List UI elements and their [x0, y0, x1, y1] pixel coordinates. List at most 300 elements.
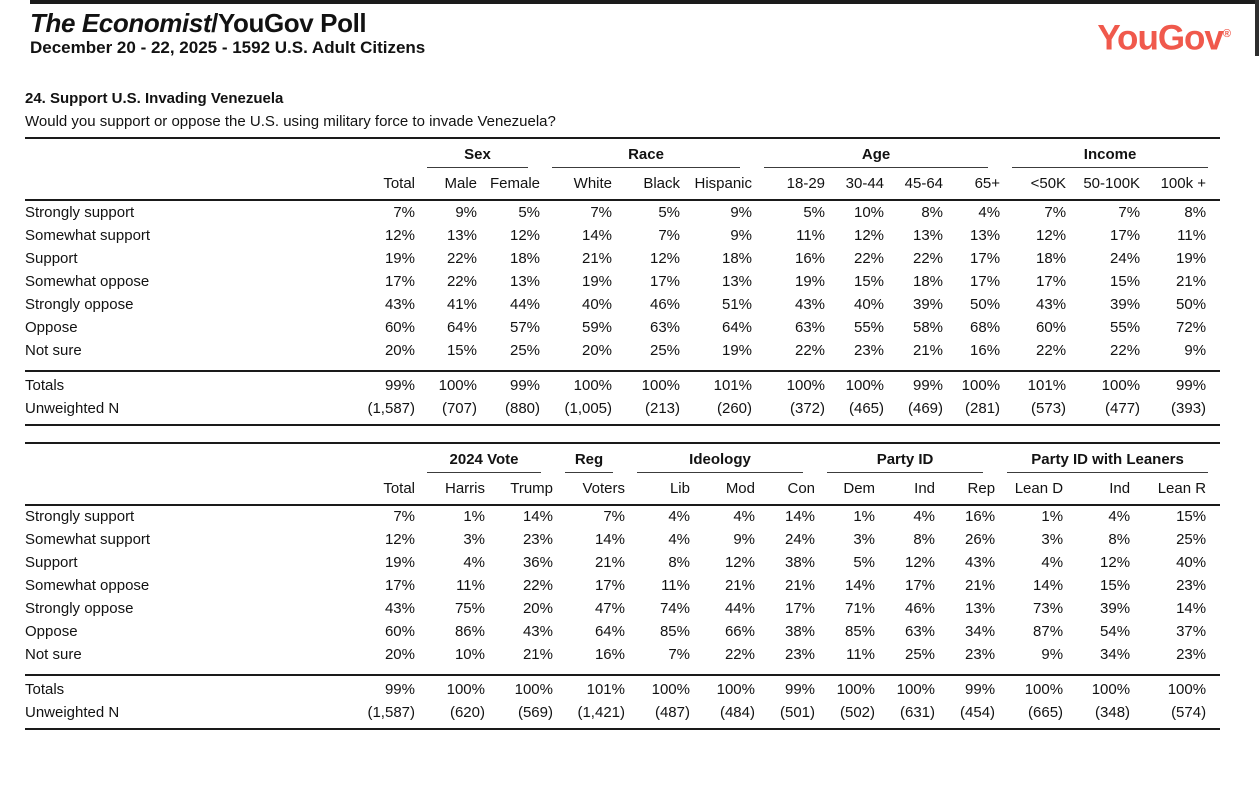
value-cell: 10% [853, 203, 885, 221]
value-cell: 1% [853, 508, 876, 525]
value-cell: 11% [796, 226, 826, 244]
value-cell: 72% [1176, 318, 1207, 336]
group-header [995, 443, 1220, 473]
value-cell: 13% [912, 226, 944, 244]
column-header: Black [612, 168, 680, 200]
table-row [25, 675, 1220, 702]
column-header: Lib [625, 473, 690, 505]
value-cell: 17% [594, 577, 625, 594]
value-cell: 66% [724, 623, 755, 640]
column-header: Harris [415, 473, 485, 505]
value-cell: 20% [522, 600, 553, 617]
value-cell: 99% [310, 675, 415, 702]
value-cell: 100% [612, 371, 680, 398]
row-label: Oppose [25, 318, 78, 336]
value-cell: 12% [905, 554, 936, 571]
value-cell: 20% [581, 341, 613, 359]
row-label: Unweighted N [25, 399, 120, 417]
value-cell: 8% [668, 554, 690, 571]
value-cell: 100% [415, 371, 477, 398]
value-cell: 57% [509, 318, 541, 336]
column-header: White [540, 168, 612, 200]
value-cell: 23% [785, 646, 816, 663]
value-cell: 14% [1033, 577, 1064, 594]
value-cell: 12% [384, 226, 415, 244]
value-cell: 41% [446, 295, 477, 313]
value-cell: 40% [581, 295, 613, 313]
value-cell: 14% [581, 226, 613, 244]
value-cell: 14% [785, 508, 816, 525]
value-cell: (348) [1095, 704, 1131, 721]
column-header: Ind [875, 473, 935, 505]
value-cell: 21% [594, 554, 625, 571]
value-cell: 100% [690, 675, 755, 702]
poll-table [25, 442, 1220, 731]
value-cell: 15% [853, 272, 885, 290]
question-block [25, 89, 1259, 131]
column-header: Mod [690, 473, 755, 505]
value-cell: 100% [875, 675, 935, 702]
column-header: Trump [485, 473, 553, 505]
column-header: Total [310, 168, 415, 200]
value-cell: (502) [840, 704, 876, 721]
table-row [25, 247, 1220, 270]
value-cell: 55% [853, 318, 885, 336]
value-cell: 17% [1036, 272, 1067, 290]
value-cell: 47% [594, 600, 625, 617]
value-cell: 9% [1041, 646, 1064, 663]
value-cell: 13% [509, 272, 541, 290]
column-header-row [25, 168, 1220, 200]
column-header-row [25, 473, 1220, 505]
value-cell: 50% [970, 295, 1001, 313]
value-cell: 4% [463, 554, 485, 571]
table-row [25, 621, 1220, 644]
value-cell: 34% [965, 623, 996, 640]
value-cell: 4% [978, 203, 1001, 221]
value-cell: 22% [724, 646, 755, 663]
value-cell: 43% [965, 554, 996, 571]
row-label: Somewhat support [25, 226, 151, 244]
value-cell: 100% [415, 675, 485, 702]
value-cell: 38% [785, 554, 816, 571]
value-cell: 23% [853, 341, 885, 359]
value-cell: 99% [755, 675, 815, 702]
value-cell: 21% [522, 646, 553, 663]
group-header-label: Ideology [637, 451, 803, 473]
value-cell: (620) [449, 704, 485, 721]
row-label: Totals [25, 371, 310, 398]
value-cell: 14% [845, 577, 876, 594]
value-cell: 21% [581, 249, 613, 267]
value-cell: 7% [1118, 203, 1141, 221]
value-cell: 85% [845, 623, 876, 640]
value-cell: 38% [785, 623, 816, 640]
value-cell: 15% [1110, 272, 1141, 290]
value-cell: 99% [1140, 371, 1220, 398]
value-cell: 11% [1177, 226, 1207, 244]
value-cell: 39% [912, 295, 944, 313]
value-cell: 19% [721, 341, 753, 359]
value-cell: (501) [780, 704, 816, 721]
column-header: 30-44 [825, 168, 884, 200]
value-cell: 99% [884, 371, 943, 398]
poll-meta: December 20 - 22, 2025 - 1592 U.S. Adult Citizens [30, 38, 426, 57]
value-cell: 20% [384, 341, 415, 359]
value-cell: 4% [913, 508, 936, 525]
column-header: 100k + [1140, 168, 1220, 200]
value-cell: 17% [970, 272, 1001, 290]
value-cell: 23% [1176, 646, 1207, 663]
column-header: <50K [1000, 168, 1066, 200]
value-cell: 8% [913, 531, 936, 548]
value-cell: 43% [1036, 295, 1067, 313]
column-header-spacer [25, 168, 310, 200]
table-row [25, 644, 1220, 676]
group-header-row [25, 138, 1220, 168]
value-cell: (469) [907, 399, 944, 417]
value-cell: 16% [970, 341, 1001, 359]
value-cell: 64% [721, 318, 753, 336]
column-header: Rep [935, 473, 995, 505]
value-cell: 19% [384, 554, 415, 571]
value-cell: 7% [393, 203, 415, 221]
table-row [25, 598, 1220, 621]
value-cell: 44% [509, 295, 541, 313]
column-header: Lean R [1130, 473, 1220, 505]
value-cell: 12% [649, 249, 681, 267]
value-cell: 63% [649, 318, 681, 336]
value-cell: 100% [1130, 675, 1220, 702]
value-cell: (484) [719, 704, 755, 721]
value-cell: 5% [658, 203, 681, 221]
document-header [0, 0, 1259, 58]
value-cell: 86% [454, 623, 485, 640]
value-cell: (1,587) [367, 399, 415, 417]
value-cell: 7% [590, 203, 613, 221]
table-row [25, 339, 1220, 371]
column-header: Con [755, 473, 815, 505]
value-cell: 100% [995, 675, 1063, 702]
value-cell: 4% [1108, 508, 1131, 525]
value-cell: (880) [504, 399, 541, 417]
group-header [415, 138, 540, 168]
value-cell: 5% [853, 554, 876, 571]
value-cell: 5% [518, 203, 541, 221]
value-cell: 34% [1100, 646, 1131, 663]
value-cell: 4% [668, 508, 690, 525]
group-header-label: Age [764, 146, 988, 168]
value-cell: (260) [716, 399, 753, 417]
title-yougov-poll: /YouGov Poll [211, 8, 367, 38]
value-cell: 7% [393, 508, 415, 525]
value-cell: 13% [721, 272, 753, 290]
value-cell: 18% [912, 272, 944, 290]
value-cell: 18% [721, 249, 753, 267]
value-cell: 16% [794, 249, 826, 267]
value-cell: 63% [905, 623, 936, 640]
value-cell: 43% [522, 623, 553, 640]
value-cell: (1,005) [564, 399, 613, 417]
group-header-label: Reg [565, 451, 613, 473]
value-cell: 22% [912, 249, 944, 267]
value-cell: (213) [644, 399, 681, 417]
group-header [752, 138, 1000, 168]
value-cell: 99% [935, 675, 995, 702]
row-label: Not sure [25, 646, 82, 663]
value-cell: 12% [384, 531, 415, 548]
value-cell: 21% [912, 341, 944, 359]
value-cell: 68% [970, 318, 1001, 336]
value-cell: 9% [730, 203, 753, 221]
value-cell: 24% [785, 531, 816, 548]
scan-edge-top [30, 0, 1259, 4]
column-header: Hispanic [680, 168, 752, 200]
value-cell: 22% [1036, 341, 1067, 359]
group-header-label: Party ID [827, 451, 983, 473]
value-cell: (574) [1171, 704, 1207, 721]
value-cell: (393) [1171, 399, 1207, 417]
value-cell: 19% [384, 249, 415, 267]
group-spacer [25, 138, 415, 168]
row-label: Strongly oppose [25, 295, 134, 313]
value-cell: 25% [1176, 531, 1207, 548]
value-cell: 15% [446, 341, 477, 359]
value-cell: 3% [463, 531, 485, 548]
row-label: Support [25, 249, 78, 267]
value-cell: 71% [845, 600, 876, 617]
value-cell: 21% [965, 577, 996, 594]
value-cell: 100% [625, 675, 690, 702]
value-cell: 73% [1033, 600, 1064, 617]
value-cell: 40% [1176, 554, 1207, 571]
value-cell: 60% [384, 318, 415, 336]
value-cell: 58% [912, 318, 944, 336]
group-header-label: 2024 Vote [427, 451, 541, 473]
row-label: Strongly oppose [25, 600, 134, 617]
value-cell: 12% [853, 226, 885, 244]
column-header: 45-64 [884, 168, 943, 200]
table-row [25, 293, 1220, 316]
value-cell: 4% [733, 508, 755, 525]
value-cell: (573) [1031, 399, 1067, 417]
column-header: Voters [553, 473, 625, 505]
value-cell: 60% [1036, 318, 1067, 336]
value-cell: 101% [553, 675, 625, 702]
table-row [25, 505, 1220, 529]
value-cell: 17% [970, 249, 1001, 267]
value-cell: 21% [724, 577, 755, 594]
value-cell: 19% [1176, 249, 1207, 267]
value-cell: (281) [965, 399, 1001, 417]
value-cell: 13% [446, 226, 477, 244]
group-header-label: Income [1012, 146, 1208, 168]
table-row [25, 316, 1220, 339]
page-title [30, 9, 1259, 37]
value-cell: 14% [522, 508, 553, 525]
value-cell: 5% [803, 203, 826, 221]
value-cell: 64% [446, 318, 477, 336]
value-cell: 39% [1100, 600, 1131, 617]
value-cell: 43% [384, 600, 415, 617]
value-cell: (631) [900, 704, 936, 721]
value-cell: 4% [668, 531, 690, 548]
value-cell: 22% [1110, 341, 1141, 359]
row-label: Oppose [25, 623, 78, 640]
row-label: Somewhat support [25, 531, 151, 548]
value-cell: 16% [965, 508, 996, 525]
value-cell: 3% [1041, 531, 1064, 548]
value-cell: 50% [1176, 295, 1207, 313]
value-cell: 25% [509, 341, 541, 359]
row-label: Unweighted N [25, 704, 120, 721]
value-cell: (1,421) [577, 704, 625, 721]
row-label: Somewhat oppose [25, 272, 150, 290]
value-cell: 11% [846, 646, 876, 663]
value-cell: 19% [794, 272, 826, 290]
value-cell: (454) [960, 704, 996, 721]
table-row [25, 702, 1220, 730]
column-header: 65+ [943, 168, 1000, 200]
value-cell: 100% [540, 371, 612, 398]
row-label: Support [25, 554, 78, 571]
group-spacer [25, 443, 415, 473]
group-header-row [25, 443, 1220, 473]
value-cell: 46% [905, 600, 936, 617]
value-cell: 17% [785, 600, 816, 617]
value-cell: 12% [724, 554, 755, 571]
group-header [1000, 138, 1220, 168]
value-cell: 100% [752, 371, 825, 398]
value-cell: 14% [1176, 600, 1207, 617]
value-cell: 14% [594, 531, 625, 548]
row-label: Strongly support [25, 203, 135, 221]
row-label: Strongly support [25, 508, 135, 525]
value-cell: 13% [970, 226, 1001, 244]
value-cell: 100% [815, 675, 875, 702]
table-row [25, 200, 1220, 224]
value-cell: 1% [463, 508, 485, 525]
value-cell: 11% [661, 577, 690, 594]
value-cell: (372) [789, 399, 826, 417]
column-header: Lean D [995, 473, 1063, 505]
column-header-spacer [25, 473, 310, 505]
value-cell: 15% [1176, 508, 1207, 525]
value-cell: 75% [454, 600, 485, 617]
value-cell: 37% [1176, 623, 1207, 640]
value-cell: 23% [965, 646, 996, 663]
column-header: Ind [1063, 473, 1130, 505]
row-label: Not sure [25, 341, 82, 359]
value-cell: 16% [594, 646, 625, 663]
value-cell: (569) [517, 704, 553, 721]
value-cell: 11% [456, 577, 485, 594]
value-cell: (665) [1028, 704, 1064, 721]
group-header [540, 138, 752, 168]
value-cell: 12% [1036, 226, 1067, 244]
value-cell: 22% [794, 341, 826, 359]
table-row [25, 575, 1220, 598]
value-cell: (707) [441, 399, 477, 417]
table-row [25, 397, 1220, 425]
title-economist: The Economist [30, 8, 212, 38]
value-cell: 10% [454, 646, 485, 663]
value-cell: 9% [1184, 341, 1207, 359]
value-cell: 40% [853, 295, 885, 313]
value-cell: (477) [1105, 399, 1141, 417]
value-cell: 17% [905, 577, 936, 594]
value-cell: 22% [446, 272, 477, 290]
value-cell: 19% [581, 272, 613, 290]
row-label: Totals [25, 675, 310, 702]
value-cell: 22% [853, 249, 885, 267]
value-cell: 22% [522, 577, 553, 594]
value-cell: 21% [1176, 272, 1207, 290]
value-cell: 43% [384, 295, 415, 313]
value-cell: 15% [1100, 577, 1131, 594]
group-header [553, 443, 625, 473]
column-header: Dem [815, 473, 875, 505]
value-cell: 13% [965, 600, 996, 617]
table-row [25, 552, 1220, 575]
value-cell: 46% [649, 295, 681, 313]
value-cell: 87% [1033, 623, 1064, 640]
value-cell: 12% [1100, 554, 1131, 571]
row-label: Somewhat oppose [25, 577, 150, 594]
registered-mark-icon: ® [1222, 28, 1231, 40]
question-number: 24. Support U.S. Invading Venezuela [25, 90, 284, 107]
group-header-label: Party ID with Leaners [1007, 451, 1208, 473]
value-cell: 7% [668, 646, 690, 663]
yougov-logo [1097, 16, 1231, 57]
value-cell: 60% [384, 623, 415, 640]
value-cell: 101% [680, 371, 752, 398]
value-cell: 74% [659, 600, 690, 617]
value-cell: 17% [1110, 226, 1141, 244]
value-cell: 63% [794, 318, 826, 336]
value-cell: (487) [654, 704, 690, 721]
table-row [25, 224, 1220, 247]
value-cell: 7% [1044, 203, 1067, 221]
table-row [25, 529, 1220, 552]
value-cell: 22% [446, 249, 477, 267]
value-cell: 39% [1110, 295, 1141, 313]
column-header: Female [477, 168, 540, 200]
value-cell: 23% [522, 531, 553, 548]
value-cell: 7% [603, 508, 625, 525]
value-cell: (1,587) [367, 704, 415, 721]
column-header: Male [415, 168, 477, 200]
value-cell: 23% [1176, 577, 1207, 594]
value-cell: 17% [384, 272, 415, 290]
value-cell: 7% [658, 226, 681, 244]
value-cell: 1% [1041, 508, 1064, 525]
value-cell: 85% [659, 623, 690, 640]
scan-edge-right [1255, 0, 1259, 56]
value-cell: 54% [1100, 623, 1131, 640]
group-header-label: Race [552, 146, 740, 168]
column-header: Total [310, 473, 415, 505]
value-cell: 9% [730, 226, 753, 244]
value-cell: 8% [1108, 531, 1131, 548]
value-cell: 12% [509, 226, 541, 244]
value-cell: 100% [943, 371, 1000, 398]
value-cell: 100% [485, 675, 553, 702]
value-cell: 100% [1063, 675, 1130, 702]
value-cell: 59% [581, 318, 613, 336]
value-cell: 36% [522, 554, 553, 571]
group-header [415, 443, 553, 473]
